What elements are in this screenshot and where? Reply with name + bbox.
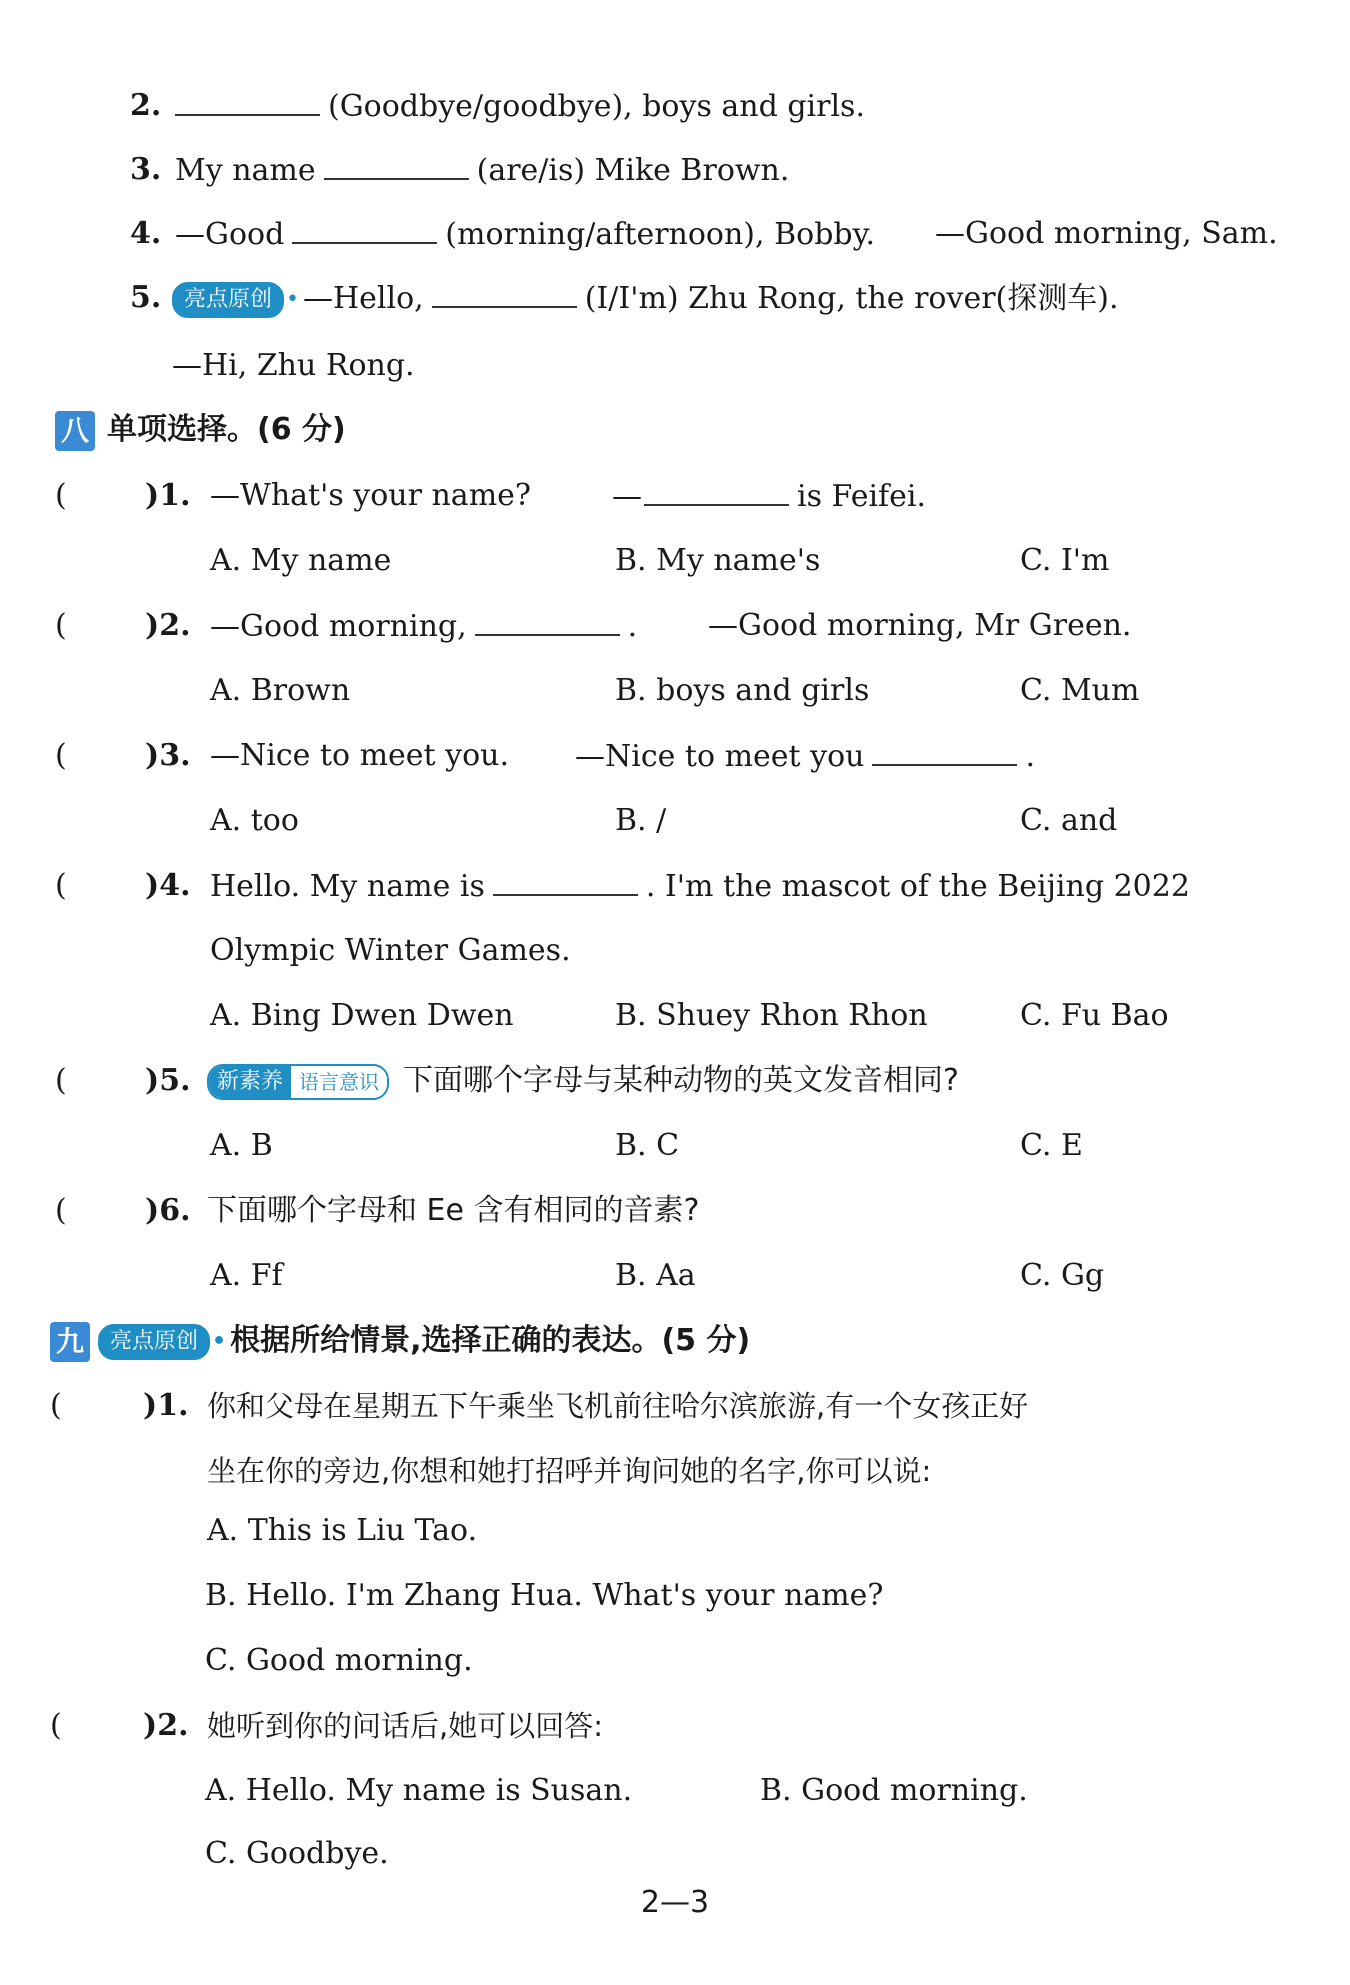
scenario-question-1 — [0, 1380, 1350, 1432]
option-a[interactable]: A. too — [210, 803, 299, 838]
reply-text: —Good morning, Mr Green. — [708, 608, 1132, 643]
question-number: 5. — [130, 280, 162, 315]
question-text: —What's your name? — [210, 478, 531, 513]
option-b[interactable]: B. boys and girls — [615, 673, 870, 708]
question-text: . I'm the mascot of the Beijing 2022 — [645, 869, 1190, 904]
option-a[interactable]: A. B — [210, 1128, 273, 1163]
scenario-question-2 — [0, 1700, 1350, 1752]
question-text: 坐在你的旁边,你想和她打招呼并询问她的名字,你可以说: — [207, 1454, 932, 1488]
dot-icon: • — [212, 1328, 227, 1354]
literacy-badge: 新素养 语言意识 — [207, 1064, 389, 1100]
mc-question-2 — [0, 600, 1350, 652]
answer-blank[interactable] — [292, 208, 437, 244]
question-number: )2. — [143, 1708, 189, 1743]
option-b[interactable]: B. Good morning. — [760, 1773, 1028, 1808]
question-text: —Nice to meet you. — [210, 738, 510, 773]
question-text: 下面哪个字母和 Ee 含有相同的音素? — [207, 1193, 700, 1228]
answer-blank[interactable] — [432, 272, 577, 308]
option-c[interactable]: C. Goodbye. — [205, 1836, 389, 1871]
mc-question-5 — [0, 1055, 1350, 1107]
option-c[interactable]: C. Gg — [1020, 1258, 1105, 1293]
option-c[interactable]: C. I'm — [1020, 543, 1110, 578]
option-c[interactable]: C. Fu Bao — [1020, 998, 1169, 1033]
option-c[interactable]: C. Mum — [1020, 673, 1140, 708]
question-text: is Feifei. — [797, 479, 927, 514]
question-text: 她听到你的问话后,她可以回答: — [207, 1709, 603, 1743]
mc-options-4 — [0, 990, 1350, 1042]
question-number: )5. — [145, 1063, 191, 1098]
option-a[interactable]: A. Ff — [210, 1258, 283, 1293]
mc-options-5 — [0, 1120, 1350, 1172]
option-a[interactable]: A. Brown — [210, 673, 351, 708]
question-text: Hello. My name is — [210, 869, 485, 904]
scenario-option-a — [0, 1505, 1350, 1557]
scenario-option-c-row — [0, 1828, 1350, 1880]
answer-blank[interactable] — [644, 470, 789, 506]
mc-question-6 — [0, 1185, 1350, 1237]
answer-blank[interactable] — [872, 730, 1017, 766]
answer-bracket-open[interactable]: ( — [55, 608, 67, 643]
option-b[interactable]: B. / — [615, 803, 667, 838]
highlight-badge: 亮点原创 — [98, 1324, 210, 1360]
mc-question-3 — [0, 730, 1350, 782]
answer-bracket-open[interactable]: ( — [50, 1388, 62, 1423]
option-b[interactable]: B. Aa — [615, 1258, 696, 1293]
fill-question-2 — [0, 80, 1350, 132]
question-number: )6. — [145, 1193, 191, 1228]
section-8-header — [0, 404, 1350, 456]
question-number: 3. — [130, 152, 162, 187]
question-text: —Good morning, — [210, 609, 467, 644]
option-a[interactable]: A. Hello. My name is Susan. — [205, 1773, 633, 1808]
page-number: 2—3 — [640, 1885, 710, 1920]
answer-blank[interactable] — [493, 860, 638, 896]
fill-question-5 — [0, 272, 1350, 324]
fill-question-3 — [0, 144, 1350, 196]
question-number: )4. — [145, 868, 191, 903]
question-text: 你和父母在星期五下午乘坐飞机前往哈尔滨旅游,有一个女孩正好 — [207, 1389, 1029, 1423]
option-a[interactable]: A. My name — [210, 543, 392, 578]
mc-options-3 — [0, 795, 1350, 847]
option-b[interactable]: B. Hello. I'm Zhang Hua. What's your name? — [205, 1578, 884, 1613]
question-number: )1. — [145, 478, 191, 513]
answer-blank[interactable] — [475, 600, 620, 636]
option-a[interactable]: A. This is Liu Tao. — [207, 1513, 478, 1548]
section-number: 八 — [55, 411, 95, 451]
fill-question-4 — [0, 208, 1350, 260]
option-a[interactable]: A. Bing Dwen Dwen — [210, 998, 514, 1033]
scenario-question-1-line2 — [0, 1445, 1350, 1497]
mc-options-1 — [0, 535, 1350, 587]
reply-text: —Hi, Zhu Rong. — [172, 348, 415, 383]
question-number: )2. — [145, 608, 191, 643]
question-text: —Hello, — [303, 281, 424, 316]
section-title: 单项选择。(6 分) — [107, 412, 346, 447]
question-text: . — [627, 609, 638, 644]
option-c[interactable]: C. E — [1020, 1128, 1083, 1163]
answer-blank[interactable] — [324, 144, 469, 180]
scenario-options-row — [0, 1765, 1350, 1817]
question-number: 2. — [130, 88, 162, 123]
answer-bracket-open[interactable]: ( — [55, 478, 67, 513]
question-text: Olympic Winter Games. — [210, 933, 571, 968]
question-number: )1. — [143, 1388, 189, 1423]
section-title: 根据所给情景,选择正确的表达。(5 分) — [230, 1323, 751, 1358]
question-text: (morning/afternoon), Bobby. — [445, 217, 876, 252]
dot-icon: • — [286, 287, 299, 312]
mc-options-2 — [0, 665, 1350, 717]
option-b[interactable]: B. C — [615, 1128, 680, 1163]
question-text: . — [1025, 739, 1036, 774]
mc-question-4-line2 — [0, 925, 1350, 977]
option-c[interactable]: C. Good morning. — [205, 1643, 473, 1678]
reply-text: —Good morning, Sam. — [935, 216, 1278, 251]
question-text: My name — [175, 153, 316, 188]
option-b[interactable]: B. Shuey Rhon Rhon — [615, 998, 928, 1033]
fill-question-5-reply — [0, 340, 1350, 392]
section-9-header — [0, 1315, 1350, 1367]
answer-bracket-open[interactable]: ( — [55, 1193, 67, 1228]
scenario-option-c — [0, 1635, 1350, 1687]
scenario-option-b — [0, 1570, 1350, 1622]
section-number: 九 — [50, 1322, 90, 1362]
mc-question-1 — [0, 470, 1350, 522]
answer-bracket-open[interactable]: ( — [55, 1063, 67, 1098]
question-number: 4. — [130, 216, 162, 251]
option-b[interactable]: B. My name's — [615, 543, 821, 578]
mc-options-6 — [0, 1250, 1350, 1302]
answer-bracket-open[interactable]: ( — [55, 868, 67, 903]
answer-bracket-open[interactable]: ( — [55, 738, 67, 773]
answer-bracket-open[interactable]: ( — [50, 1708, 62, 1743]
question-text: (I/I'm) Zhu Rong, the rover(探测车). — [584, 281, 1119, 316]
option-c[interactable]: C. and — [1020, 803, 1118, 838]
question-text: 下面哪个字母与某种动物的英文发音相同? — [403, 1063, 959, 1098]
question-text: (Goodbye/goodbye), boys and girls. — [328, 89, 865, 124]
question-text: —Good — [175, 217, 285, 252]
reply-text: —Nice to meet you — [575, 739, 865, 774]
mc-question-4 — [0, 860, 1350, 912]
dash-text: — — [612, 479, 642, 514]
question-text: (are/is) Mike Brown. — [476, 153, 790, 188]
question-number: )3. — [145, 738, 191, 773]
answer-blank[interactable] — [175, 80, 320, 116]
highlight-badge: 亮点原创 — [172, 282, 284, 318]
